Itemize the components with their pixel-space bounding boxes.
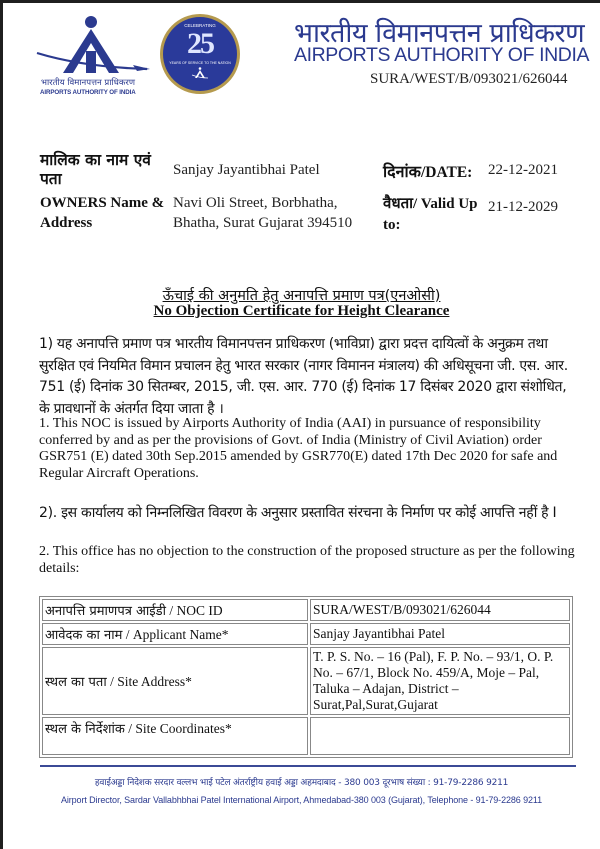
badge-number: 25 <box>187 27 213 60</box>
label-hindi: अनापत्ति प्रमाणपत्र आईडी <box>45 604 167 619</box>
owner-label-english: OWNERS Name & Address <box>40 195 165 231</box>
table-label-cell <box>42 623 308 645</box>
date-label-english: /DATE: <box>420 164 473 181</box>
certificate-title-hindi: ऊँचाई की अनुमति हेतु अनापत्ति प्रमाण पत्र(एनओसी) <box>162 288 441 304</box>
site-address-value: T. P. S. No. – 16 (Pal), F. P. No. – 93/1, O. P. No. – 67/1, Block No. 459/A, Moje – Pal, Taluka – Adajan, District – Surat,Pal,Surat,Gujarat <box>310 647 570 715</box>
label-hindi: स्थल के निर्देशांक <box>45 722 125 737</box>
label-english: / Site Coordinates* <box>124 721 232 736</box>
table-label-cell <box>42 599 308 621</box>
org-name-english: AIRPORTS AUTHORITY OF INDIA <box>294 44 590 66</box>
badge-top-text: CELEBRATING <box>184 23 216 28</box>
table-row-site-coordinates <box>42 717 570 755</box>
paragraph-2-hindi: 2). इस कार्यालय को निम्नलिखित विवरण के अनुसार प्रस्तावित संरचना के निर्माण पर कोई आपत्ति नहीं है I <box>39 505 557 521</box>
org-name-hindi: भारतीय विमानपत्तन प्राधिकरण <box>294 18 585 49</box>
table-row-site-address <box>42 647 570 715</box>
owner-name: Sanjay Jayantibhai Patel <box>173 162 320 178</box>
paragraph-1-hindi: 1) यह अनापत्ति प्रमाण पत्र भारतीय विमानपत्तन प्राधिकरण (भाविप्रा) द्वारा प्रदत्त दायित्वों के अनुक्रम तथा सुरक्षित एवं नियमित विमान प्रचालन हेतु भारत सरकार (नागर विमानन मंत्रालय) की अधिसूचना जी. एस. आर. 751 (ई) दिनांक 30 सितम्बर, 2015, जी. एस. आर. 770 (ई) दिनांक 17 दिसंबर 2020 द्वारा संशोधित, के प्रावधानों के अंतर्गत दिया जाता है । <box>39 336 568 417</box>
logo-hindi-text: भारतीय विमानपत्तन प्राधिकरण <box>41 78 136 88</box>
certificate-title-english: No Objection Certificate for Height Clearance <box>153 303 450 319</box>
date-label <box>383 160 472 182</box>
badge-mini-logo-icon <box>191 67 209 79</box>
label-hindi: आवेदक का नाम <box>45 628 123 643</box>
jubilee-25-badge-icon <box>160 14 240 94</box>
valid-up-to-label <box>383 193 488 236</box>
badge-sub-text: YEARS OF SERVICE TO THE NATION <box>169 61 231 65</box>
label-english: / NOC ID <box>166 603 223 618</box>
paragraph-1-english: 1. This NOC is issued by Airports Authority of India (AAI) in pursuance of responsibility conferred by and as per the provisions of Govt. of India (Ministry of Civil Aviation) order GSR751 (E) dated 30th Sep.2015 amended by GSR770(E) dated 17th Dec 2020 for safe and Regular Aircraft Operations. <box>39 416 558 481</box>
reference-number: SURA/WEST/B/093021/626044 <box>370 71 568 87</box>
issue-date: 22-12-2021 <box>488 162 558 178</box>
table-label-cell <box>42 647 308 715</box>
footer-address-hindi: हवाईअड्डा निदेशक सरदार वल्लभ भाई पटेल अंतर्राष्ट्रीय हवाई अड्डा अहमदाबाद - 380 003 दूरभाष संख्या : 91-79-2286 9211 <box>94 778 509 788</box>
valid-label-english: / Valid Up to: <box>383 196 478 233</box>
table-row-noc-id <box>42 599 570 621</box>
aai-logo <box>33 15 151 99</box>
date-label-hindi: दिनांक <box>383 162 421 181</box>
label-hindi: स्थल का पता <box>45 675 107 690</box>
applicant-name-value: Sanjay Jayantibhai Patel <box>310 623 570 645</box>
noc-id-value: SURA/WEST/B/093021/626044 <box>310 599 570 621</box>
label-english: / Site Address* <box>106 674 192 689</box>
owner-address: Navi Oli Street, Borbhatha, Bhatha, Surat Gujarat 394510 <box>173 195 353 231</box>
footer-address-english: Airport Director, Sardar Vallabhbhai Patel International Airport, Ahmedabad-380 003 (Gujarat), Telephone - 91-79-2286 9211 <box>60 795 543 805</box>
logo-english-text: AIRPORTS AUTHORITY OF INDIA <box>40 89 136 96</box>
aai-logo-icon <box>33 15 151 77</box>
owner-label-hindi: मालिक का नाम एवं पता <box>40 151 151 188</box>
label-english: / Applicant Name* <box>122 627 229 642</box>
noc-details-table <box>39 596 573 758</box>
noc-document-page <box>3 3 600 849</box>
table-row-applicant-name <box>42 623 570 645</box>
valid-label-hindi: वैधता <box>383 194 414 212</box>
table-label-cell <box>42 717 308 755</box>
paragraph-2-english: 2. This office has no objection to the construction of the proposed structure as per the following details: <box>39 544 575 576</box>
valid-up-to-date: 21-12-2029 <box>488 199 558 215</box>
footer-divider <box>40 765 576 767</box>
site-coordinates-value <box>310 717 570 755</box>
